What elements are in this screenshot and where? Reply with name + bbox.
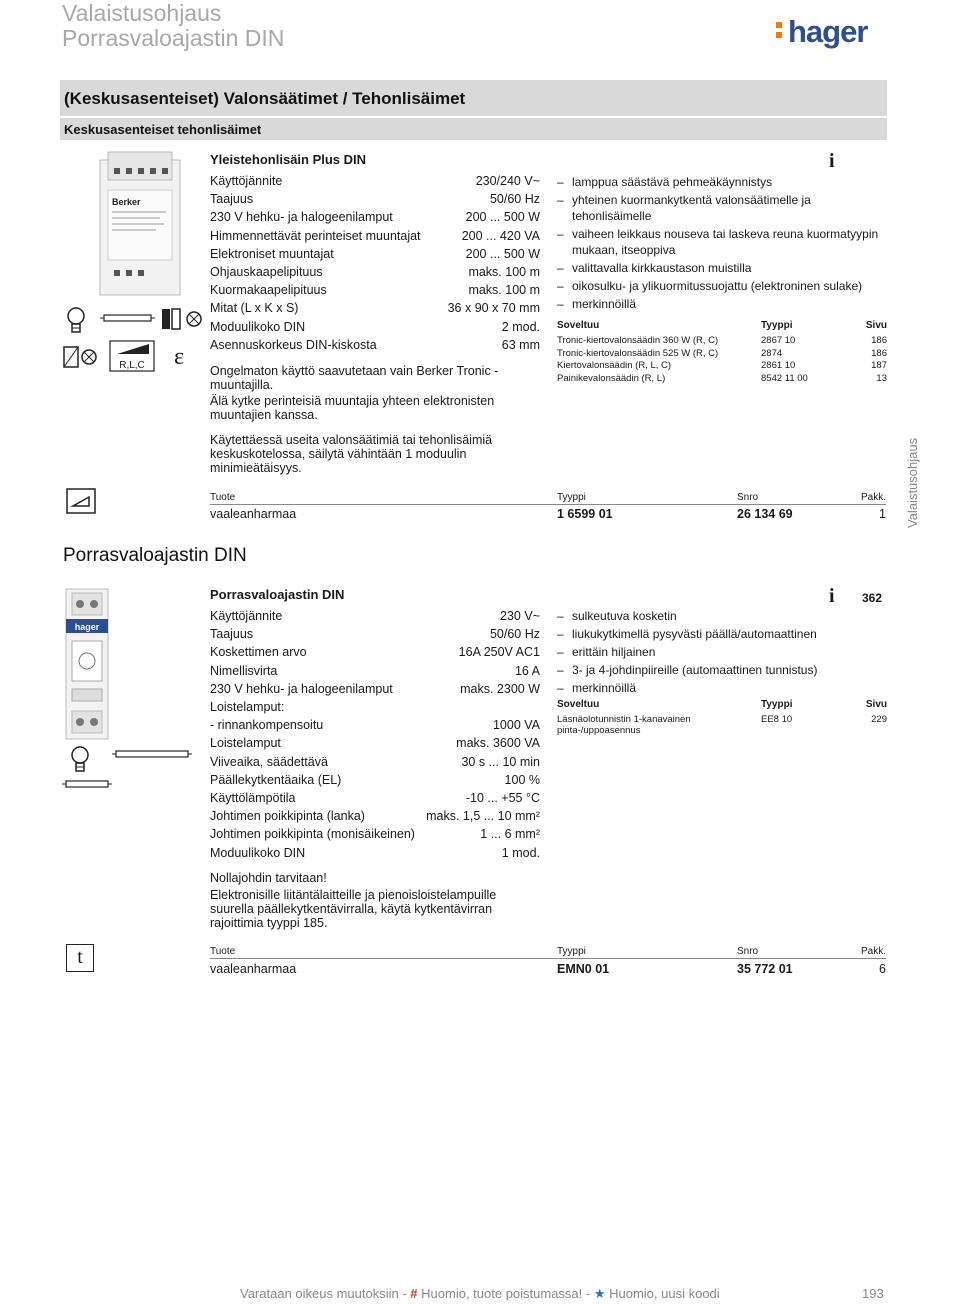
spec-label: Moduulikoko DIN <box>210 319 306 334</box>
compat-row <box>557 360 887 373</box>
load-type-label: R,L,C <box>119 360 145 371</box>
compat-header-2: Soveltuu Tyyppi Sivu <box>557 699 887 710</box>
timer-t-icon: t <box>66 944 94 972</box>
compat-row <box>557 335 887 348</box>
section2-title: Porrasvaloajastin DIN <box>63 545 247 566</box>
order-snro-2: 35 772 01 <box>737 962 793 976</box>
page-number: 193 <box>862 1286 884 1301</box>
compact-lamp-icon <box>62 778 112 790</box>
star-icon: ★ <box>593 1286 606 1301</box>
feature-item: – yhteinen kuormankytkentä valonsäätimelle ja tehonlisäimelle <box>557 192 887 224</box>
spec-value: 230/240 V~ <box>475 174 540 188</box>
order-divider <box>210 504 886 505</box>
spec-value: maks. 3600 VA <box>456 736 540 751</box>
fluorescent-tube-icon-2 <box>112 748 192 760</box>
spec-value: 1 mod. <box>501 845 540 860</box>
spec-row <box>210 718 540 736</box>
spec-row <box>210 809 540 827</box>
spec-value: maks. 2300 W <box>460 681 540 696</box>
spec-row <box>210 846 540 864</box>
spec-row <box>210 192 540 210</box>
spec-label: Loistelamput <box>210 736 281 751</box>
spec-row <box>210 247 540 265</box>
product1-note1: Ongelmaton käyttö saavutetaan vain Berker Tronic -muuntajilla. <box>210 364 499 392</box>
spec-value: 2 mod. <box>501 319 540 334</box>
spec-value: 200 ... 420 VA <box>461 228 540 243</box>
spec-value: -10 ... +55 °C <box>465 791 540 805</box>
product2-features <box>557 608 887 698</box>
spec-value: 63 mm <box>501 337 540 352</box>
product1-order-header: Tuote Tyyppi Snro Pakk. <box>210 492 886 503</box>
load-type-icon <box>109 340 155 372</box>
compat-row <box>557 348 887 361</box>
spec-label: Koskettimen arvo <box>210 645 307 660</box>
spec-value: 200 ... 500 W <box>465 210 540 225</box>
spec-label: 230 V hehku- ja halogeenilamput <box>210 681 393 696</box>
spec-label: Päällekytkentäaika (EL) <box>210 772 342 787</box>
feature-item: – oikosulku- ja ylikuormitussuojattu (elektroninen sulake) <box>557 278 887 294</box>
device-brand-label: Berker <box>112 197 141 207</box>
hash-marker: # <box>410 1286 418 1301</box>
feature-item: – 3- ja 4-johdinpiireille (automaattinen tunnistus) <box>557 662 887 678</box>
spec-label: 230 V hehku- ja halogeenilamput <box>210 210 393 225</box>
compat-row <box>557 714 887 738</box>
header-title-line2: Porrasvaloajastin DIN <box>62 25 285 51</box>
compat-cell: Tronic-kiertovalonsäädin 360 W (R, C) <box>557 335 719 346</box>
spec-row <box>210 736 540 754</box>
spec-label: Johtimen poikkipinta (lanka) <box>210 809 365 824</box>
spec-label: Ohjauskaapelipituus <box>210 265 323 279</box>
order-snro: 26 134 69 <box>737 507 793 521</box>
order-pack: 1 <box>879 507 886 521</box>
spec-value: 1 ... 6 mm² <box>480 827 540 842</box>
compat-cell: 187 <box>871 360 887 371</box>
subcategory-title: Keskusasenteiset tehonlisäimet <box>64 122 262 137</box>
hager-logo: hager <box>788 14 868 49</box>
spec-label: Loistelamput: <box>210 700 285 714</box>
dimmer-symbol-icon <box>62 345 100 369</box>
spec-value: 36 x 90 x 70 mm <box>447 301 540 316</box>
spec-value: 100 % <box>504 772 540 787</box>
compat-cell: 2874 <box>761 347 783 359</box>
feature-item: – vaiheen leikkaus nouseva tai laskeva reuna kuormatyypin mukaan, itseoppiva <box>557 226 887 258</box>
spec-label: Käyttöjännite <box>210 174 283 188</box>
product2-order-row <box>210 962 886 980</box>
compat-row <box>557 373 887 386</box>
spec-row <box>210 700 540 718</box>
dimmer-device-image <box>90 150 190 305</box>
order-type: 1 6599 01 <box>557 507 613 521</box>
compat-cell: 13 <box>876 372 887 384</box>
compat-cell: 186 <box>871 347 887 359</box>
spec-row <box>210 664 540 682</box>
feature-item: – lamppua säästävä pehmeäkäynnistys <box>557 174 887 190</box>
dimmer-mode-icon <box>66 488 96 514</box>
spec-value: maks. 100 m <box>468 283 540 298</box>
spec-label: Elektroniset muuntajat <box>210 246 334 261</box>
spec-label: Asennuskorkeus DIN-kiskosta <box>210 337 377 352</box>
compat-cell: Tronic-kiertovalonsäädin 525 W (R, C) <box>557 347 719 359</box>
compat-cell: 186 <box>871 335 887 346</box>
spec-row <box>210 773 540 791</box>
spec-row <box>210 609 540 627</box>
product2-title: Porrasvaloajastin DIN <box>210 587 345 602</box>
spec-label: Himmennettävät perinteiset muuntajat <box>210 228 421 243</box>
spec-row <box>210 645 540 663</box>
product1-features <box>557 174 887 314</box>
spec-row <box>210 265 540 283</box>
compat-cell: Kiertovalonsäädin (R, L, C) <box>557 360 672 371</box>
spec-label: Taajuus <box>210 627 254 642</box>
side-label: Valaistusohjaus <box>905 437 920 528</box>
compat-cell: 2861 10 <box>761 360 796 371</box>
compat-header: Soveltuu Tyyppi Sivu <box>557 320 887 331</box>
product1-order-row <box>210 507 886 525</box>
product2-note1: Nollajohdin tarvitaan! <box>210 871 327 885</box>
spec-row <box>210 682 540 700</box>
feature-item: – sulkeutuva kosketin <box>557 608 887 624</box>
info-icon: i <box>829 150 835 172</box>
spec-value: 230 V~ <box>500 609 540 623</box>
spec-row <box>210 755 540 773</box>
spec-label: Kuormakaapelipituus <box>210 283 327 298</box>
bulb-icon-2 <box>70 744 90 778</box>
spec-label: Käyttöjännite <box>210 609 283 623</box>
spec-label: Taajuus <box>210 192 254 207</box>
spec-value: maks. 100 m <box>468 265 540 279</box>
epsilon-icon: ε <box>174 344 185 370</box>
timer-device-brand: hager <box>74 622 100 632</box>
compat-cell: EE8 10 <box>761 714 793 725</box>
product1-title: Yleistehonlisäin Plus DIN <box>210 152 367 167</box>
bulb-icon <box>66 305 86 339</box>
spec-row <box>210 827 540 845</box>
compat-cell: Painikevalonsäädin (R, L) <box>557 372 666 384</box>
spec-value: 16 A <box>514 663 540 678</box>
spec-value: 1000 VA <box>492 718 540 733</box>
spec-row <box>210 301 540 319</box>
spec-row <box>210 229 540 247</box>
spec-value: 200 ... 500 W <box>465 246 540 261</box>
feature-item: – merkinnöillä <box>557 296 887 312</box>
spec-row <box>210 320 540 338</box>
spec-row <box>210 791 540 809</box>
compat-cell: 229 <box>871 714 887 725</box>
spec-value: maks. 1,5 ... 10 mm² <box>426 809 540 824</box>
order-type-2: EMN0 01 <box>557 962 610 976</box>
spec-label: Moduulikoko DIN <box>210 845 306 860</box>
order-color-2: vaaleanharmaa <box>210 962 297 976</box>
spec-value: 50/60 Hz <box>489 627 540 642</box>
spec-label: Mitat (L x K x S) <box>210 301 299 316</box>
product1-note2: Älä kytke perinteisiä muuntajia yhteen elektronisten muuntajien kanssa. <box>210 394 495 422</box>
hager-logo-dots <box>776 22 784 44</box>
feature-item: – liukukytkimellä pysyvästi päällä/automaattinen <box>557 626 887 642</box>
order-divider-2 <box>210 958 886 959</box>
spec-label: Johtimen poikkipinta (monisäikeinen) <box>210 827 415 842</box>
feature-item: – merkinnöillä <box>557 680 887 696</box>
product2-order-header: Tuote Tyyppi Snro Pakk. <box>210 946 886 957</box>
spec-value: 30 s ... 10 min <box>461 754 540 769</box>
compat-cell: 2867 10 <box>761 335 796 346</box>
product1-note3: Käytettäessä useita valonsäätimiä tai tehonlisäimiä keskuskotelossa, säilytä vähintään 1 moduulin minimieätäisyys. <box>210 433 493 475</box>
spec-row <box>210 174 540 192</box>
category-title: (Keskusasenteiset) Valonsäätimet / Tehonlisäimet <box>64 89 466 108</box>
spec-label: Nimellisvirta <box>210 663 278 678</box>
product2-note2: Elektronisille liitäntälaitteille ja pienoisloistelampuille suurella päällekytkentävirralla, käytä kytkentävirran rajoittimia tyyppi 185. <box>210 888 497 930</box>
product1-compat-table <box>557 320 887 385</box>
spec-label: Viiveaika, säädettävä <box>210 754 328 769</box>
spec-row <box>210 210 540 228</box>
order-pack-2: 6 <box>879 962 886 976</box>
feature-item: – erittäin hiljainen <box>557 644 887 660</box>
info-icon-2: i <box>829 585 835 607</box>
spec-row <box>210 338 540 356</box>
fluorescent-tube-icon <box>100 312 155 324</box>
spec-row <box>210 283 540 301</box>
transformer-icon <box>160 307 204 331</box>
header-title-line1: Valaistusohjaus <box>62 0 222 26</box>
compat-cell: Läsnäolotunnistin 1-kanavainen pinta-/uppoasennus <box>557 714 691 736</box>
order-color: vaaleanharmaa <box>210 507 297 521</box>
spec-row <box>210 627 540 645</box>
product2-code: 362 <box>862 591 883 605</box>
timer-device-image <box>62 585 112 745</box>
feature-item: – valittavalla kirkkaustason muistilla <box>557 260 887 276</box>
footer-legend: Varataan oikeus muutoksiin - # Huomio, tuote poistumassa! - ★ Huomio, uusi koodi <box>240 1286 720 1301</box>
compat-cell: 8542 11 00 <box>761 372 808 384</box>
spec-label: - rinnankompensoitu <box>210 718 324 733</box>
product2-compat-table <box>557 699 887 738</box>
spec-value: 50/60 Hz <box>489 192 540 207</box>
spec-value: 16A 250V AC1 <box>458 645 540 660</box>
spec-label: Käyttölämpötila <box>210 791 296 805</box>
